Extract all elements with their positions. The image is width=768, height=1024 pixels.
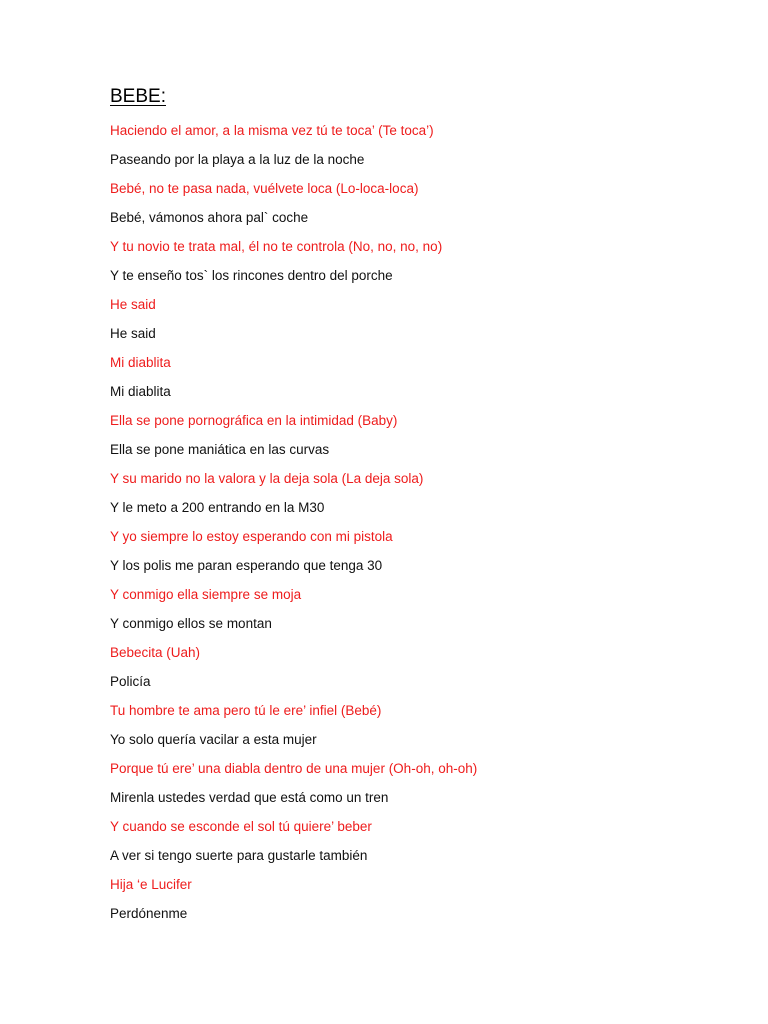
lyric-line-red: Bebecita (Uah) [110, 645, 201, 660]
lyric-line-black: Y los polis me paran esperando que tenga 30 [110, 558, 383, 573]
lyric-line-red: Mi diablita [110, 355, 171, 370]
lyric-line-red: Y tu novio te trata mal, él no te controla (No, no, no, no) [110, 239, 443, 254]
lyric-line-black: Bebé, vámonos ahora pal` coche [110, 210, 309, 225]
lyric-line-black: Y te enseño tos` los rincones dentro del porche [110, 268, 393, 283]
lyric-line-black: Mirenla ustedes verdad que está como un tren [110, 790, 389, 805]
lyric-line-red: Hija ‘e Lucifer [110, 877, 192, 892]
lyric-line-red: Y yo siempre lo estoy esperando con mi pistola [110, 529, 393, 544]
lyric-line-red: Ella se pone pornográfica en la intimidad (Baby) [110, 413, 398, 428]
lyric-line-black: He said [110, 326, 156, 341]
lyric-line-red: Y conmigo ella siempre se moja [110, 587, 302, 602]
lyric-line-red: He said [110, 297, 156, 312]
lyric-line-red: Y cuando se esconde el sol tú quiere’ beber [110, 819, 372, 834]
lyric-line-red: Y su marido no la valora y la deja sola (La deja sola) [110, 471, 424, 486]
lyric-line-red: Porque tú ere’ una diabla dentro de una mujer (Oh-oh, oh-oh) [110, 761, 478, 776]
lyrics-list [110, 120, 477, 932]
lyric-line-black: Policía [110, 674, 151, 689]
lyric-line-black: Mi diablita [110, 384, 171, 399]
lyric-line-black: Paseando por la playa a la luz de la noche [110, 152, 365, 167]
lyric-line-black: Yo solo quería vacilar a esta mujer [110, 732, 317, 747]
lyric-line-red: Haciendo el amor, a la misma vez tú te toca’ (Te toca’) [110, 123, 434, 138]
lyric-line-black: Perdónenme [110, 906, 188, 921]
lyric-line-red: Tu hombre te ama pero tú le ere’ infiel (Bebé) [110, 703, 382, 718]
lyric-line-black: A ver si tengo suerte para gustarle también [110, 848, 368, 863]
lyric-line-black: Ella se pone maniática en las curvas [110, 442, 330, 457]
lyric-line-red: Bebé, no te pasa nada, vuélvete loca (Lo-loca-loca) [110, 181, 419, 196]
lyric-line-black: Y conmigo ellos se montan [110, 616, 272, 631]
lyric-line-black: Y le meto a 200 entrando en la M30 [110, 500, 325, 515]
document-heading: BEBE: [110, 86, 166, 107]
